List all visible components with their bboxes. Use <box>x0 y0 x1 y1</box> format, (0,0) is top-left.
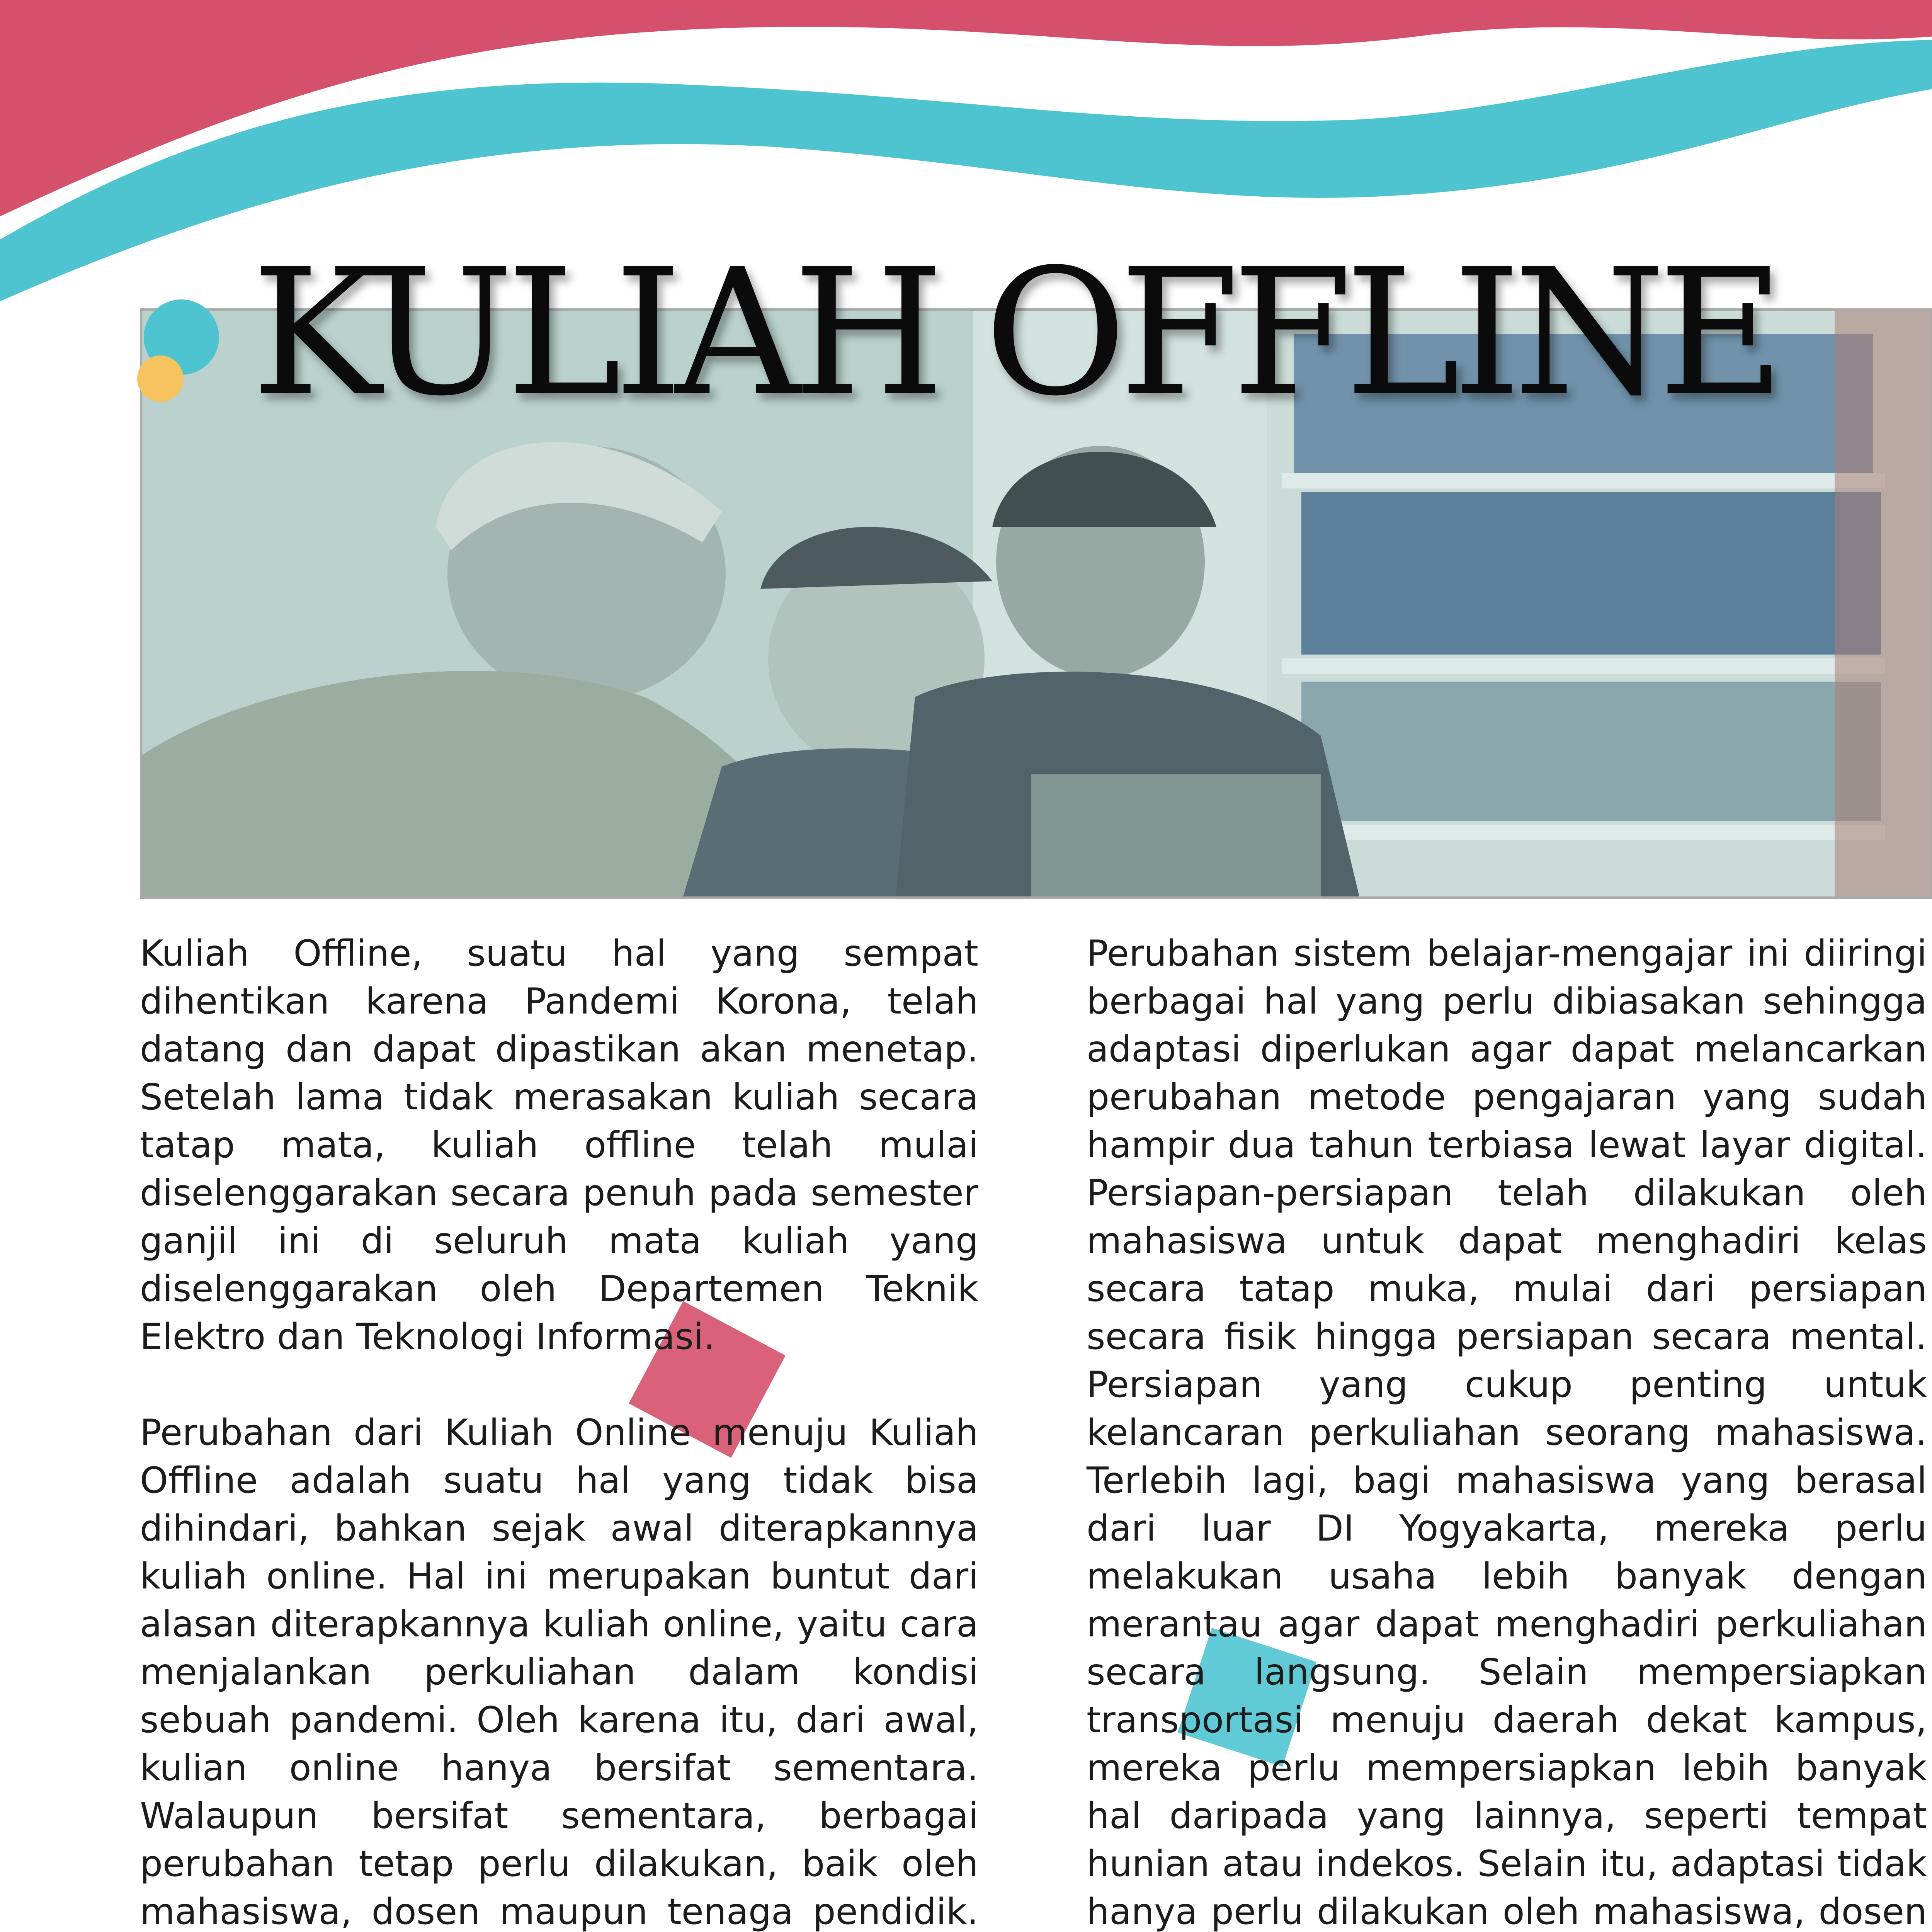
paragraph: Perubahan sistem belajar-mengajar ini diiringi berbagai hal yang perlu dibiasakan sehingga adaptasi diperlukan agar dapat melancarkan perubahan metode pengajaran yang sudah hampir dua tahun terbiasa lewat layar digital. Persiapan-persiapan telah dilakukan oleh mahasiswa untuk dapat menghadiri kelas secara tatap muka, mulai dari persiapan secara fisik hingga persiapan secara mental. Persiapan yang cukup penting untuk kelancaran perkuliahan seorang mahasiswa. Terlebih lagi, bagi mahasiswa yang berasal dari luar DI Yogyakarta, mereka perlu melakukan usaha lebih banyak dengan merantau agar dapat menghadiri perkuliahan secara langsung. Selain mempersiapkan transportasi menuju daerah dekat kampus, mereka perlu mempersiapkan lebih banyak hal daripada yang lainnya, seperti tempat hunian atau indekos. Selain itu, adaptasi tidak hanya perlu dilakukan oleh mahasiswa, dosen <box>1087 932 1927 1932</box>
article-title: KULIAH OFFLINE <box>251 232 1777 434</box>
paragraph: Kuliah Offline, suatu hal yang sempat dihentikan karena Pandemi Korona, telah datang dan dapat dipastikan akan menetap. Setelah lama tidak merasakan kuliah secara tatap mata, kuliah offline telah mulai diselenggarakan secara penuh pada semester ganjil ini di seluruh mata kuliah yang diselenggarakan oleh Departemen Teknik Elektro dan Teknologi Informasi. <box>140 932 978 1357</box>
article-left-column <box>140 929 978 1932</box>
paragraph: Perubahan dari Kuliah Online menuju Kuliah Offline adalah suatu hal yang tidak bisa dihindari, bahkan sejak awal diterapkannya kuliah online. Hal ini merupakan buntut dari alasan diterapkannya kuliah online, yaitu cara menjalankan perkuliahan dalam kondisi sebuah pandemi. Oleh karena itu, dari awal, kulian online hanya bersifat sementara. Walaupun bersifat sementara, berbagai perubahan tetap perlu dilakukan, baik oleh mahasiswa, dosen maupun tenaga pendidik. <box>140 1412 978 1932</box>
article-right-column <box>1087 929 1927 1932</box>
